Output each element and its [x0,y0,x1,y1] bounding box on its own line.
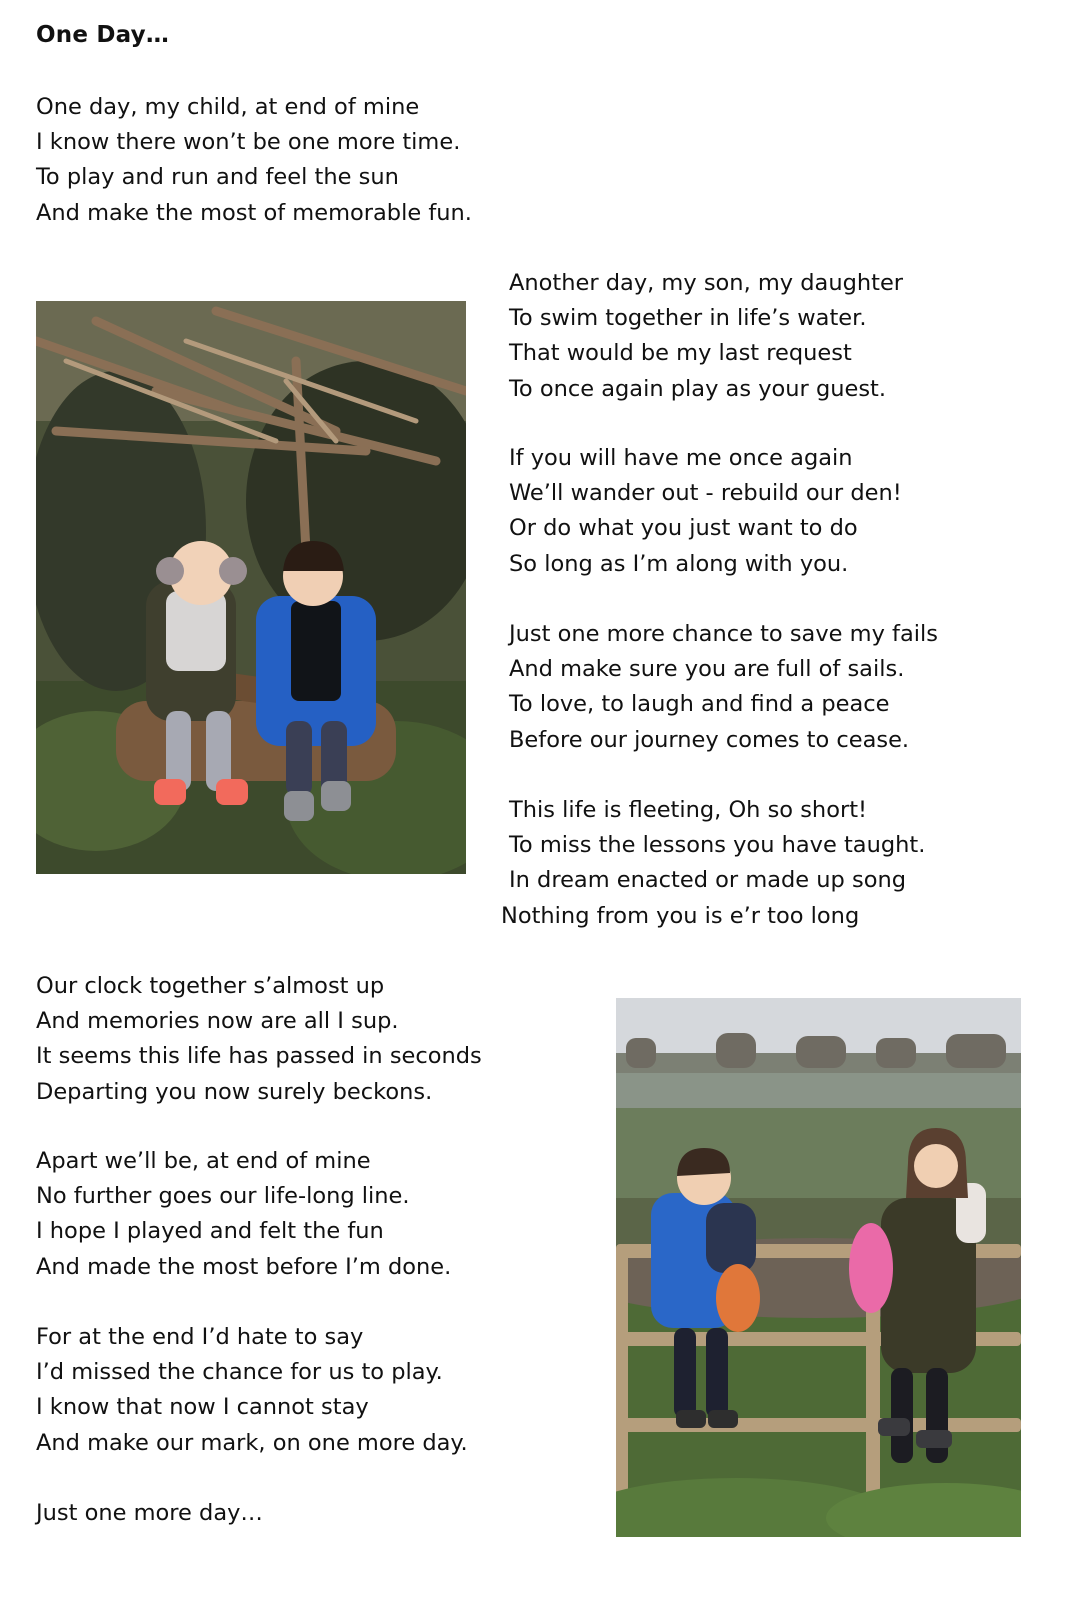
stanza-7 [36,1144,451,1285]
poem-line: For at the end I’d hate to say [36,1324,364,1350]
poem-line: Our clock together s’almost up [36,973,385,999]
poem-line: And made the most before I’m done. [36,1253,452,1280]
poem-line: In dream enacted or made up song [509,867,907,894]
poem-title: One Day… [36,22,170,48]
stanza-4 [509,617,938,758]
poem-line: That would be my last request [509,340,852,367]
poem-line: We’ll wander out - rebuild our den! [509,480,902,507]
poem-line: To miss the lessons you have taught. [509,832,926,859]
stanza-5 [501,793,925,934]
poem-line: I know there won’t be one more time. [36,129,461,156]
poem-line: To love, to laugh and find a peace [509,691,890,718]
poem-line: And make our mark, on one more day. [36,1429,468,1456]
poem-line: It seems this life has passed in seconds [36,1043,482,1070]
poem-line: One day, my child, at end of mine [36,94,420,120]
poem-line: To swim together in life’s water. [509,305,867,332]
den-photo [36,301,466,874]
stanza-6 [36,969,482,1110]
poem-line: No further goes our life-long line. [36,1183,410,1210]
stanza-8 [36,1320,468,1461]
poem-line: Another day, my son, my daughter [509,270,904,296]
poem-line: I know that now I cannot stay [36,1394,369,1421]
poem-line: Just one more chance to save my fails [509,621,938,647]
stanza-2 [509,266,903,407]
poem-line: And make the most of memorable fun. [36,199,472,226]
stanza-3 [509,441,902,582]
poem-line: To play and run and feel the sun [36,164,399,191]
poem-line: Departing you now surely beckons. [36,1078,433,1105]
poem-line: So long as I’m along with you. [509,550,849,577]
poem-line: Before our journey comes to cease. [509,726,910,753]
poem-line: Or do what you just want to do [509,515,858,542]
field-fence-photo [616,998,1021,1537]
poem-line: This life is fleeting, Oh so short! [509,797,868,823]
poem-line: Apart we’ll be, at end of mine [36,1148,371,1174]
poem-line: And make sure you are full of sails. [509,656,905,683]
poem-line: And memories now are all I sup. [36,1008,399,1035]
poem-line: I’d missed the chance for us to play. [36,1359,443,1386]
poem-line: I hope I played and felt the fun [36,1218,384,1245]
poem-line: If you will have me once again [509,445,853,471]
stanza-1 [36,90,472,231]
closing-line: Just one more day… [36,1500,263,1526]
poem-line: To once again play as your guest. [509,375,887,402]
poem-line: Nothing from you is e’r too long [501,902,860,929]
